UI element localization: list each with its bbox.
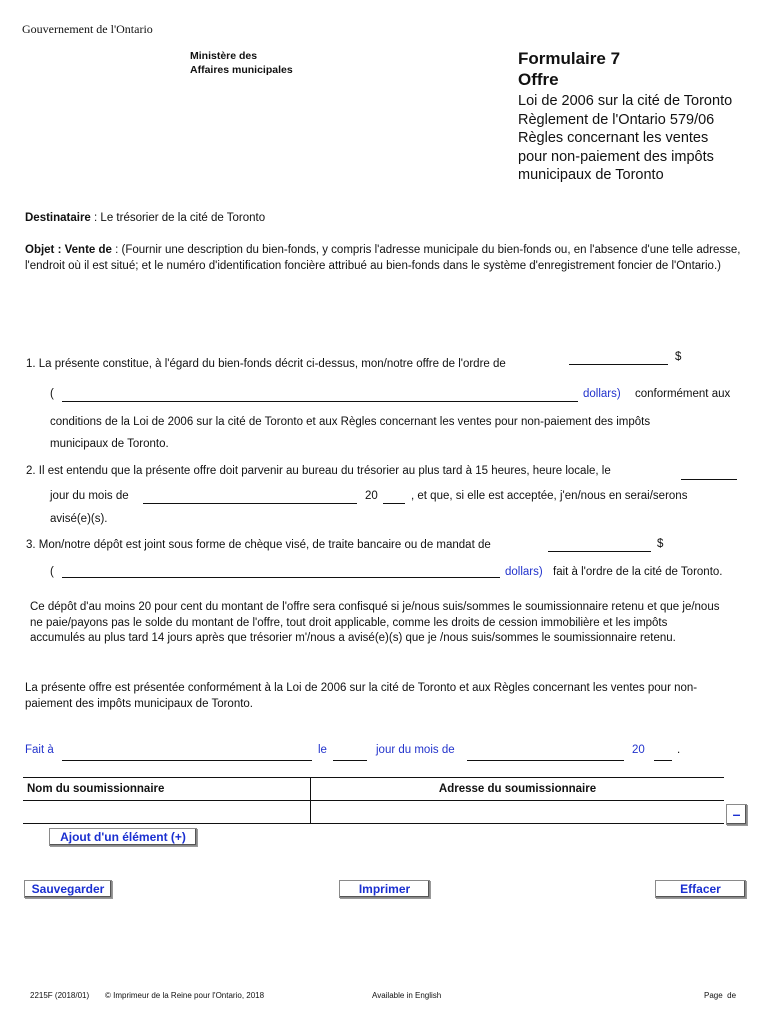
bidder-address-header: Adresse du soumissionnaire: [311, 778, 725, 801]
deadline-month-field[interactable]: [143, 503, 357, 504]
ministry-line-2: Affaires municipales: [190, 63, 293, 76]
clause-1-line-3: municipaux de Toronto.: [50, 438, 169, 450]
legal-line: Règles concernant les ventes: [518, 130, 709, 146]
offer-statement: La présente offre est présentée conformément à la Loi de 2006 sur la cité de Toronto et aux Règles concernant les ventes pour non-paiement des impôts municipaux de Toronto.: [25, 682, 698, 710]
addressee: [25, 212, 265, 224]
deposit-amount-words-field[interactable]: [62, 577, 500, 578]
add-item-button[interactable]: Ajout d'un élément (+): [49, 828, 197, 846]
offer-amount-words-field[interactable]: [62, 401, 578, 402]
ministry-line-1: Ministère des: [190, 50, 258, 62]
form-title: Offre: [518, 70, 559, 89]
open-paren: (: [50, 388, 54, 400]
period: .: [677, 744, 681, 756]
currency-symbol: $: [675, 351, 682, 363]
bidder-name-header: Nom du soumissionnaire: [23, 778, 311, 801]
signature-day-field[interactable]: [333, 760, 367, 761]
ministry-name: [190, 50, 293, 77]
clause-3-text: 3. Mon/notre dépôt est joint sous forme de chèque visé, de traite bancaire ou de mandat de: [26, 539, 491, 551]
legal-line: Règlement de l'Ontario 579/06: [518, 111, 715, 128]
day-of-month-label: jour du mois de: [376, 744, 455, 756]
clause-1-text: 1. La présente constitue, à l'égard du bien-fonds décrit ci-dessus, mon/notre offre de l'ordre de: [26, 358, 506, 370]
subject-label: Objet : Vente de: [25, 244, 112, 256]
legal-line: municipaux de Toronto: [518, 167, 664, 183]
clause-2-text: 2. Il est entendu que la présente offre doit parvenir au bureau du trésorier au plus tard à 15 heures, heure locale, le: [26, 465, 611, 477]
signature-month-field[interactable]: [467, 760, 624, 761]
deadline-year-field[interactable]: [383, 503, 405, 504]
legal-line: pour non-paiement des impôts: [518, 148, 714, 165]
clause-2-line-3: avisé(e)(s).: [50, 513, 108, 525]
clause-3-continuation: fait à l'ordre de la cité de Toronto.: [553, 566, 723, 578]
print-button[interactable]: Imprimer: [339, 880, 430, 898]
open-paren: (: [50, 566, 54, 578]
offer-amount-field[interactable]: [569, 364, 668, 365]
legal-references: [518, 92, 732, 185]
save-button[interactable]: Sauvegarder: [24, 880, 112, 898]
deadline-day-field[interactable]: [681, 479, 737, 480]
clause-1-continuation: conformément aux: [635, 388, 731, 400]
dollars-label: dollars): [505, 566, 543, 578]
remove-row-button[interactable]: –: [726, 804, 747, 825]
year-prefix: 20: [632, 744, 645, 756]
available-in-english: Available in English: [372, 991, 442, 1000]
on-label: le: [318, 744, 327, 756]
form-code: 2215F (2018/01): [30, 991, 90, 1000]
government-name: Gouvernement de l'Ontario: [22, 22, 153, 36]
form-number: Formulaire 7: [518, 49, 621, 68]
clause-1-line-2: conditions de la Loi de 2006 sur la cité de Toronto et aux Règles concernant les ventes pour non-paiement des impôts: [50, 416, 651, 428]
bidder-table: [23, 777, 724, 824]
currency-symbol: $: [657, 538, 664, 550]
day-of-month-label: jour du mois de: [50, 490, 129, 502]
clause-2-continuation: , et que, si elle est acceptée, j'en/nous en serai/serons: [411, 490, 688, 502]
deposit-amount-field[interactable]: [548, 551, 651, 552]
clear-button[interactable]: Effacer: [655, 880, 746, 898]
made-at-field[interactable]: [62, 760, 312, 761]
page-number: Page de: [704, 991, 737, 1000]
dollars-label: dollars): [583, 388, 621, 400]
copyright: © Imprimeur de la Reine pour l'Ontario, 2018: [105, 991, 265, 1000]
addressee-label: Destinataire: [25, 212, 91, 224]
year-prefix: 20: [365, 490, 378, 502]
legal-line: Loi de 2006 sur la cité de Toronto: [518, 93, 733, 109]
made-at-label: Fait à: [25, 744, 54, 756]
addressee-text: : Le trésorier de la cité de Toronto: [90, 212, 266, 224]
subject-text: : (Fournir une description du bien-fonds, y compris l'adresse municipale du bien-fonds ou, en l'absence d'une telle adresse, l'endroit où il est situé; et le numéro d'identification foncière attribué au bien-fonds dans le système d'enregistrement foncier de l'Ontario.): [25, 244, 741, 272]
deposit-note: Ce dépôt d'au moins 20 pour cent du montant de l'offre sera confisqué si je/nous suis/sommes le soumissionnaire retenu et que je/nous ne paie/payons pas le solde du montant de l'offre, tout droit applicable, comme les droits de cession immobilière et les impôts accumulés au plus tard 14 jours après que trésorier m'/nous a avisé(e)(s) que je /nous suis/sommes le soumissionnaire retenu.: [30, 601, 720, 644]
bidder-name-input[interactable]: [23, 801, 311, 824]
bidder-address-input[interactable]: [311, 801, 725, 824]
signature-year-field[interactable]: [654, 760, 672, 761]
subject-paragraph: [25, 243, 747, 274]
